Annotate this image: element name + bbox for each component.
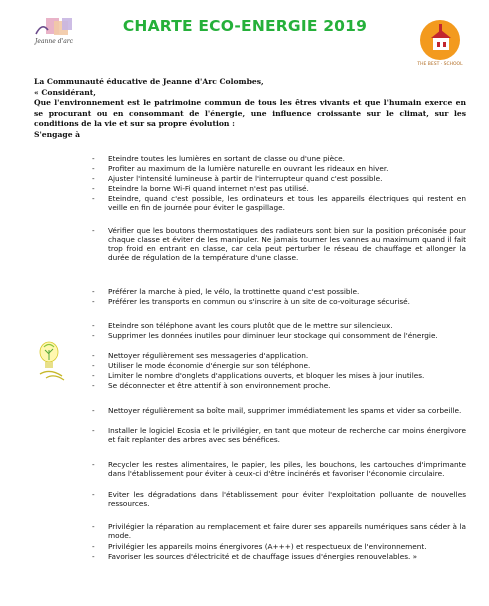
church-emblem-icon — [419, 18, 461, 62]
commitment-item: - Ajuster l'intensité lumineuse à partir de l'interrupteur quand c'est possible. — [92, 174, 383, 183]
school-logo-mark — [32, 16, 76, 38]
commitment-item: - Préférer la marche à pied, le vélo, la trottinette quand c'est possible. — [92, 287, 360, 296]
preamble-line: « Considérant, — [34, 87, 96, 97]
commitment-item: - Installer le logiciel Ecosia et le privilégier, en tant que moteur de recherche car moins énergivore et fait replanter des arbres avec ses bénéfices. — [92, 426, 466, 445]
commitment-item: - Profiter au maximum de la lumière naturelle en ouvrant les rideaux en hiver. — [92, 164, 389, 173]
commitment-item: - Privilégier les appareils moins énergivores (A+++) et respectueux de l'environnement. — [92, 542, 427, 551]
commitment-item: - Supprimer les données inutiles pour diminuer leur stockage qui consomment de l'énergie. — [92, 331, 438, 340]
preamble-line: S'engage à — [34, 129, 81, 139]
commitment-item: - Se déconnecter et être attentif à son environnement proche. — [92, 381, 331, 390]
preamble-line: La Communauté éducative de Jeanne d'Arc Colombes, — [34, 77, 264, 86]
preamble-paragraph: Que l'environnement est le patrimoine commun de tous les êtres vivants et que l'humain exerce en se procurant ou en consommant de l'énergie, une influence croissante sur le climat, sur les conditions de la vie et sur sa propre évolution : — [34, 98, 466, 129]
school-logo — [28, 16, 80, 50]
commitment-item: - Eteindre son téléphone avant les cours plutôt que de le mettre sur silencieux. — [92, 321, 393, 330]
commitment-item: - Nettoyer régulièrement ses messageries d'application. — [92, 351, 309, 360]
light-bulb-icon — [36, 340, 68, 382]
commitment-item: - Recycler les restes alimentaires, le papier, les piles, les bouchons, les cartouches d'imprimante dans l'établissement pour éviter à ceux-ci d'être incinérés et favoriser l'économie circulaire. — [92, 460, 466, 479]
school-logo-text: Jeanne d'arc — [34, 38, 73, 45]
commitment-item: - Utiliser le mode économie d'énergie sur son téléphone. — [92, 361, 311, 370]
commitment-item: - Limiter le nombre d'onglets d'applications ouverts, et bloquer les mises à jour inutiles. — [92, 371, 425, 380]
school-emblem-text: THE BEST · SCHOOL — [417, 62, 463, 67]
page-title: CHARTE ECO-ENERGIE 2019 — [122, 17, 368, 35]
commitment-item: - Vérifier que les boutons thermostatiques des radiateurs sont bien sur la position préconisée pour chaque classe et éviter de les manipuler. Ne jamais tourner les vannes au maximum quand il fait trop froid en entrant en classe, car cela peut perturber le réseau de chauffage et allonger la durée de régulation de la température d'une classe. — [92, 226, 466, 263]
commitment-item: - Eteindre la borne Wi-Fi quand internet n'est pas utilisé. — [92, 184, 309, 193]
commitment-item: - Eteindre, quand c'est possible, les ordinateurs et tous les appareils électriques qui restent en veille en fin de journée pour éviter le gaspillage. — [92, 194, 466, 213]
commitment-item: - Eviter les dégradations dans l'établissement pour éviter l'exploitation polluante de nouvelles ressources. — [92, 490, 466, 509]
commitment-item: - Favoriser les sources d'électricité et de chauffage issues d'énergies renouvelables. » — [92, 552, 418, 561]
commitment-item: - Eteindre toutes les lumières en sortant de classe ou d'une pièce. — [92, 154, 345, 163]
school-emblem — [419, 18, 461, 66]
commitment-item: - Privilégier la réparation au remplacement et faire durer ses appareils numériques sans céder à la mode. — [92, 522, 466, 541]
preamble — [34, 77, 466, 141]
commitment-item: - Préférer les transports en commun ou s'inscrire à un site de co-voiturage sécurisé. — [92, 297, 410, 306]
commitment-item: - Nettoyer régulièrement sa boîte mail, supprimer immédiatement les spams et vider sa corbeille. — [92, 406, 462, 415]
